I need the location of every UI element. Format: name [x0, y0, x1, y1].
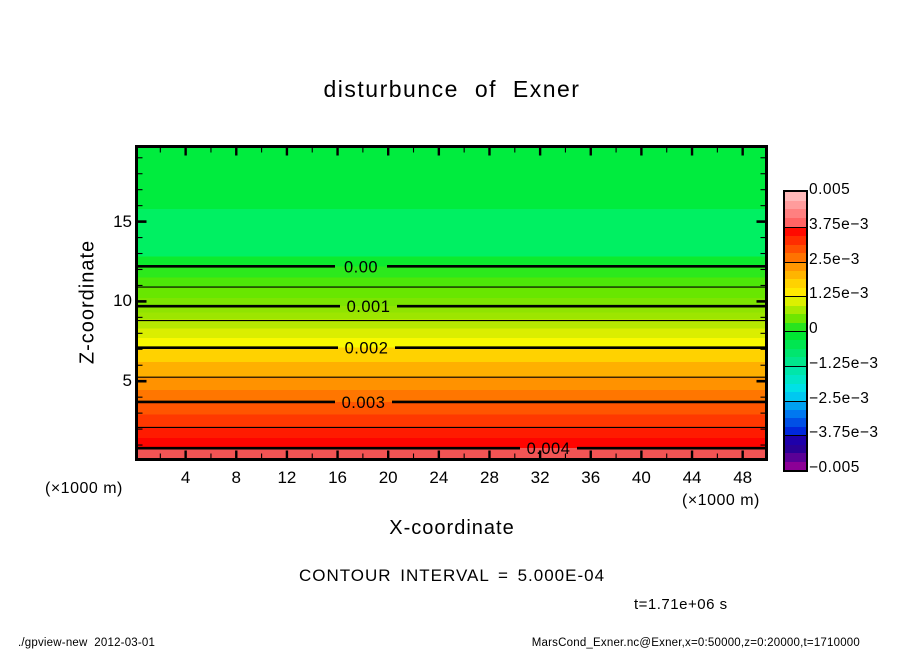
- fill-band: [135, 313, 768, 320]
- colorbar-strip: [785, 453, 806, 461]
- contour-interval-text: CONTOUR INTERVAL = 5.000E-04: [298, 566, 606, 585]
- y-tick-label: 5: [122, 371, 132, 391]
- y-tick-label: 15: [113, 211, 132, 231]
- x-tick-label: 48: [733, 468, 753, 487]
- x-tick-label: 24: [429, 468, 449, 487]
- x-tick-label: 44: [682, 468, 702, 487]
- colorbar-box: [785, 435, 806, 470]
- y-axis-title: Z-coordinate: [76, 239, 99, 365]
- contour-label: 0.002: [344, 339, 389, 358]
- colorbar-label: 1.25e−3: [809, 285, 869, 303]
- fill-band: [135, 415, 768, 429]
- fill-band: [135, 362, 768, 378]
- colorbar-box: [785, 366, 806, 401]
- contour-label: 0.00: [343, 258, 379, 277]
- colorbar-strip: [785, 236, 806, 244]
- colorbar-strip: [785, 332, 806, 340]
- colorbar-box: [785, 296, 806, 331]
- colorbar-label: 0.005: [809, 181, 851, 198]
- x-tick-label: 12: [277, 468, 297, 487]
- colorbar-strip: [785, 392, 806, 400]
- colorbar-box: [785, 331, 806, 366]
- colorbar-strip: [785, 436, 806, 444]
- colorbar-strip: [785, 288, 806, 296]
- footer-source-text: MarsCond_Exner.nc@Exner,x=0:50000,z=0:20000,t=1710000: [531, 637, 860, 649]
- colorbar-strip: [785, 340, 806, 348]
- y-tick-label: 10: [113, 291, 132, 311]
- colorbar-label: 0: [809, 320, 819, 337]
- colorbar-strip: [785, 306, 806, 314]
- x-tick-label: 20: [378, 468, 398, 487]
- colorbar-box: [785, 192, 806, 227]
- x-tick-label: 8: [231, 468, 241, 487]
- x-tick-label: 16: [328, 468, 347, 487]
- colorbar-label: −3.75e−3: [809, 424, 879, 442]
- time-annotation: t=1.71e+06 s: [634, 596, 728, 613]
- colorbar-strip: [785, 297, 806, 305]
- colorbar-strip: [785, 427, 806, 435]
- fill-band: [135, 377, 768, 391]
- plot-svg: [135, 145, 768, 461]
- fill-band: [135, 277, 768, 288]
- colorbar-label: −1.25e−3: [809, 354, 879, 372]
- colorbar-strip: [785, 349, 806, 357]
- fill-band: [135, 427, 768, 438]
- colorbar-label: 2.5e−3: [809, 250, 860, 268]
- contour-label: 0.003: [341, 393, 386, 412]
- colorbar-strip: [785, 445, 806, 453]
- colorbar-strip: [785, 402, 806, 410]
- colorbar-box: [785, 227, 806, 262]
- fill-band: [135, 209, 768, 258]
- colorbar-strip: [785, 279, 806, 287]
- colorbar-strip: [785, 357, 806, 365]
- colorbar-strip: [785, 201, 806, 210]
- footer-command-text: ./gpview-new 2012-03-01: [18, 637, 156, 649]
- fill-band: [135, 402, 768, 416]
- fill-band: [135, 348, 768, 363]
- x-tick-label: 32: [530, 468, 550, 487]
- colorbar-strip: [785, 384, 806, 392]
- colorbar-label: −2.5e−3: [809, 389, 870, 407]
- y-axis-unit: (×1000 m): [45, 480, 123, 497]
- colorbar-strip: [785, 263, 806, 271]
- colorbar-strip: [785, 245, 806, 253]
- colorbar-strip: [785, 462, 806, 470]
- colorbar-strip: [785, 253, 806, 261]
- x-tick-label: 28: [480, 468, 499, 487]
- x-tick-label: 40: [631, 468, 651, 487]
- colorbar-strip: [785, 228, 806, 236]
- colorbar-strip: [785, 192, 806, 201]
- colorbar-strip: [785, 375, 806, 383]
- chart-title: disturbunce of Exner: [323, 76, 581, 102]
- x-axis-title: X-coordinate: [389, 517, 515, 539]
- colorbar-strip: [785, 271, 806, 279]
- contour-label: 0.001: [346, 298, 391, 317]
- contour-label: 0.004: [526, 440, 571, 459]
- x-tick-label: 4: [180, 468, 191, 487]
- colorbar-box: [785, 262, 806, 297]
- colorbar-strip: [785, 323, 806, 331]
- fill-band: [135, 145, 768, 210]
- colorbar-strip: [785, 209, 806, 218]
- fill-band: [135, 329, 768, 340]
- colorbar-label: 3.75e−3: [809, 215, 869, 233]
- colorbar-strip: [785, 418, 806, 426]
- colorbar-label: −0.005: [809, 459, 860, 476]
- fill-band: [135, 266, 768, 278]
- x-tick-label: 36: [581, 468, 601, 487]
- colorbar-strip: [785, 367, 806, 375]
- colorbar: [783, 190, 808, 472]
- x-axis-unit: (×1000 m): [682, 492, 760, 509]
- colorbar-strip: [785, 314, 806, 322]
- colorbar-strip: [785, 410, 806, 418]
- fill-band: [135, 287, 768, 299]
- colorbar-box: [785, 401, 806, 436]
- colorbar-strip: [785, 218, 806, 227]
